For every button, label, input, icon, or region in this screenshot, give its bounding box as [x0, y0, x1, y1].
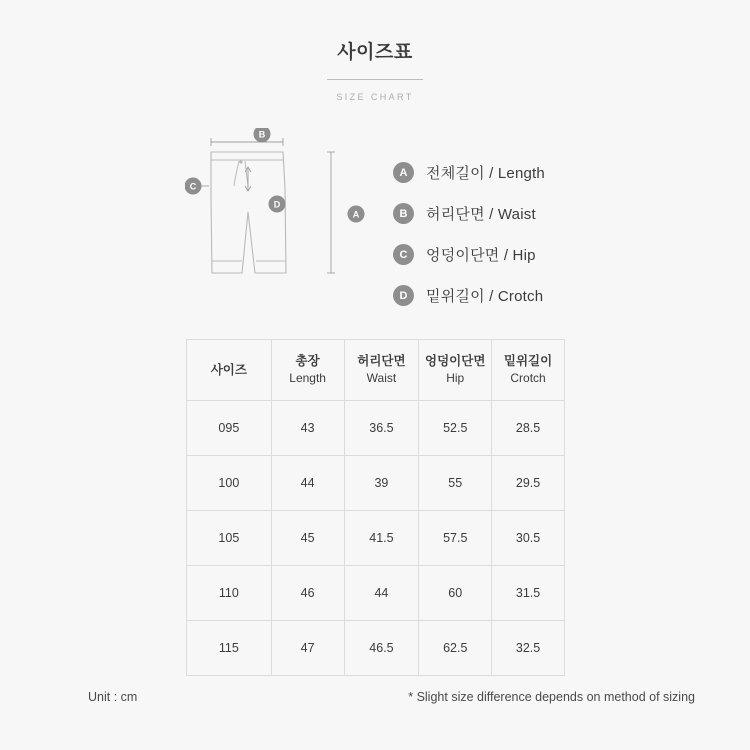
- cell-length: 44: [271, 456, 344, 511]
- cell-hip: 60: [419, 566, 492, 621]
- cell-length: 47: [271, 621, 344, 676]
- cell-crotch: 31.5: [492, 566, 565, 621]
- sizing-note: * Slight size difference depends on method of sizing: [408, 690, 695, 704]
- table-row: [187, 511, 565, 566]
- cell-crotch: 30.5: [492, 511, 565, 566]
- col-header-waist: [344, 340, 419, 401]
- diagram-badge-d: D: [273, 199, 281, 210]
- col-header-length: [271, 340, 344, 401]
- legend-badge-c: C: [393, 244, 414, 265]
- shorts-diagram: [185, 128, 385, 308]
- legend-item: [393, 152, 713, 193]
- legend-label-c: 엉덩이단면 / Hip: [426, 247, 536, 264]
- cell-hip: 55: [419, 456, 492, 511]
- unit-label: Unit : cm: [88, 690, 138, 704]
- col-header-hip: [419, 340, 492, 401]
- legend-label-b: 허리단면 / Waist: [426, 206, 536, 223]
- col-header-hip-ko: 엉덩이단면: [425, 354, 486, 369]
- diagram-badge-b: B: [258, 129, 266, 140]
- cell-hip: 52.5: [419, 401, 492, 456]
- size-table: [186, 339, 565, 676]
- cell-crotch: 29.5: [492, 456, 565, 511]
- page-header: [0, 42, 750, 102]
- title-divider: [327, 79, 423, 80]
- cell-length: 46: [271, 566, 344, 621]
- table-row: [187, 401, 565, 456]
- size-table-wrapper: [186, 339, 565, 676]
- cell-hip: 57.5: [419, 511, 492, 566]
- page-subtitle: SIZE CHART: [336, 91, 414, 102]
- diagram-badge-c: C: [189, 181, 197, 192]
- col-header-waist-en: Waist: [366, 371, 397, 386]
- table-row: [187, 621, 565, 676]
- cell-size: 100: [187, 456, 272, 511]
- cell-size: 105: [187, 511, 272, 566]
- col-header-crotch-en: Crotch: [510, 371, 546, 386]
- col-header-size-ko: 사이즈: [210, 362, 247, 377]
- cell-waist: 46.5: [344, 621, 419, 676]
- cell-waist: 41.5: [344, 511, 419, 566]
- legend-item: [393, 234, 713, 275]
- page-title: 사이즈표: [337, 42, 413, 63]
- col-header-waist-ko: 허리단면: [357, 354, 406, 369]
- cell-size: 115: [187, 621, 272, 676]
- cell-size: 095: [187, 401, 272, 456]
- legend-label-d: 밑위길이 / Crotch: [426, 288, 544, 305]
- legend-item: [393, 275, 713, 316]
- col-header-size: [187, 340, 272, 401]
- col-header-hip-en: Hip: [446, 371, 465, 386]
- cell-waist: 44: [344, 566, 419, 621]
- cell-size: 110: [187, 566, 272, 621]
- cell-length: 43: [271, 401, 344, 456]
- cell-crotch: 28.5: [492, 401, 565, 456]
- legend-label-a: 전체길이 / Length: [426, 165, 545, 182]
- cell-hip: 62.5: [419, 621, 492, 676]
- table-header-row: [187, 340, 565, 401]
- diagram-badge-a: A: [352, 209, 360, 220]
- legend-badge-a: A: [393, 162, 414, 183]
- table-row: [187, 566, 565, 621]
- cell-crotch: 32.5: [492, 621, 565, 676]
- cell-length: 45: [271, 511, 344, 566]
- col-header-length-ko: 총장: [295, 354, 320, 369]
- legend-item: [393, 193, 713, 234]
- legend-badge-d: D: [393, 285, 414, 306]
- measurement-legend: [393, 152, 713, 316]
- table-row: [187, 456, 565, 511]
- col-header-crotch: [492, 340, 565, 401]
- legend-badge-b: B: [393, 203, 414, 224]
- cell-waist: 36.5: [344, 401, 419, 456]
- col-header-crotch-ko: 밑위길이: [503, 354, 553, 369]
- col-header-length-en: Length: [289, 371, 326, 386]
- cell-waist: 39: [344, 456, 419, 511]
